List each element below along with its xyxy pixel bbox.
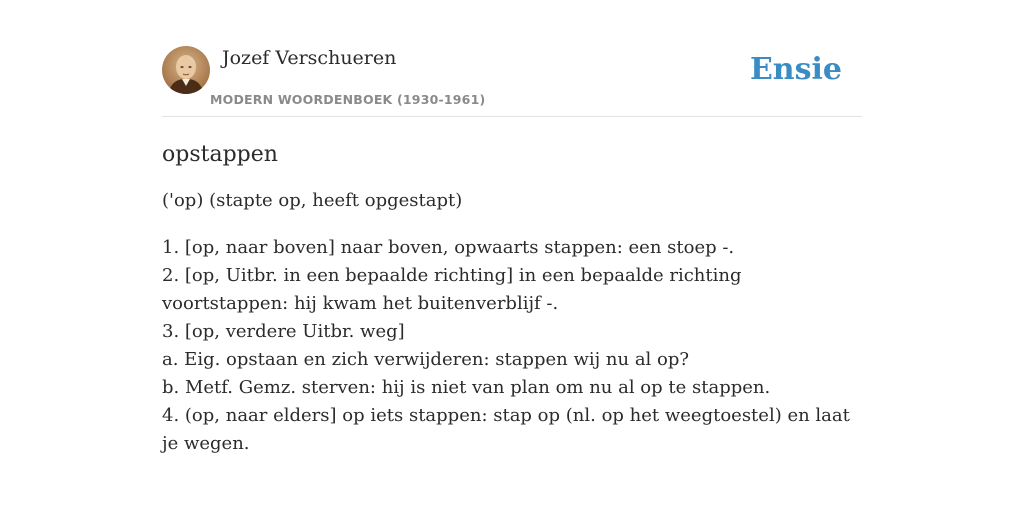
entry-header <box>162 46 862 117</box>
definition-line: 1. [op, naar boven] naar boven, opwaarts stappen: een stoep -. <box>162 237 735 258</box>
entry-grammar: ('op) (stapte op, heeft opgestapt) <box>162 190 463 211</box>
definition-line: a. Eig. opstaan en zich verwijderen: stappen wij nu al op? <box>162 349 690 370</box>
entry-content <box>162 138 862 458</box>
definition-line: 3. [op, verdere Uitbr. weg] <box>162 321 405 342</box>
definition-line: 4. (op, naar elders] op iets stappen: stap op (nl. op het weegtoestel) en laat je wegen. <box>162 405 850 454</box>
author-name[interactable]: Jozef Verschueren <box>222 47 397 69</box>
definition-line: b. Metf. Gemz. sterven: hij is niet van plan om nu al op te stappen. <box>162 377 771 398</box>
source-dictionary[interactable]: MODERN WOORDENBOEK (1930-1961) <box>210 92 486 107</box>
definition-line: 2. [op, Uitbr. in een bepaalde richting] in een bepaalde richting voortstappen: hij kwam het buitenverblijf -. <box>162 265 742 314</box>
portrait-icon <box>162 46 210 94</box>
entry-definitions <box>162 234 862 458</box>
brand-logo[interactable]: Ensie <box>749 52 842 87</box>
author-avatar-icon[interactable] <box>162 46 210 94</box>
entry-word: opstappen <box>162 142 278 167</box>
